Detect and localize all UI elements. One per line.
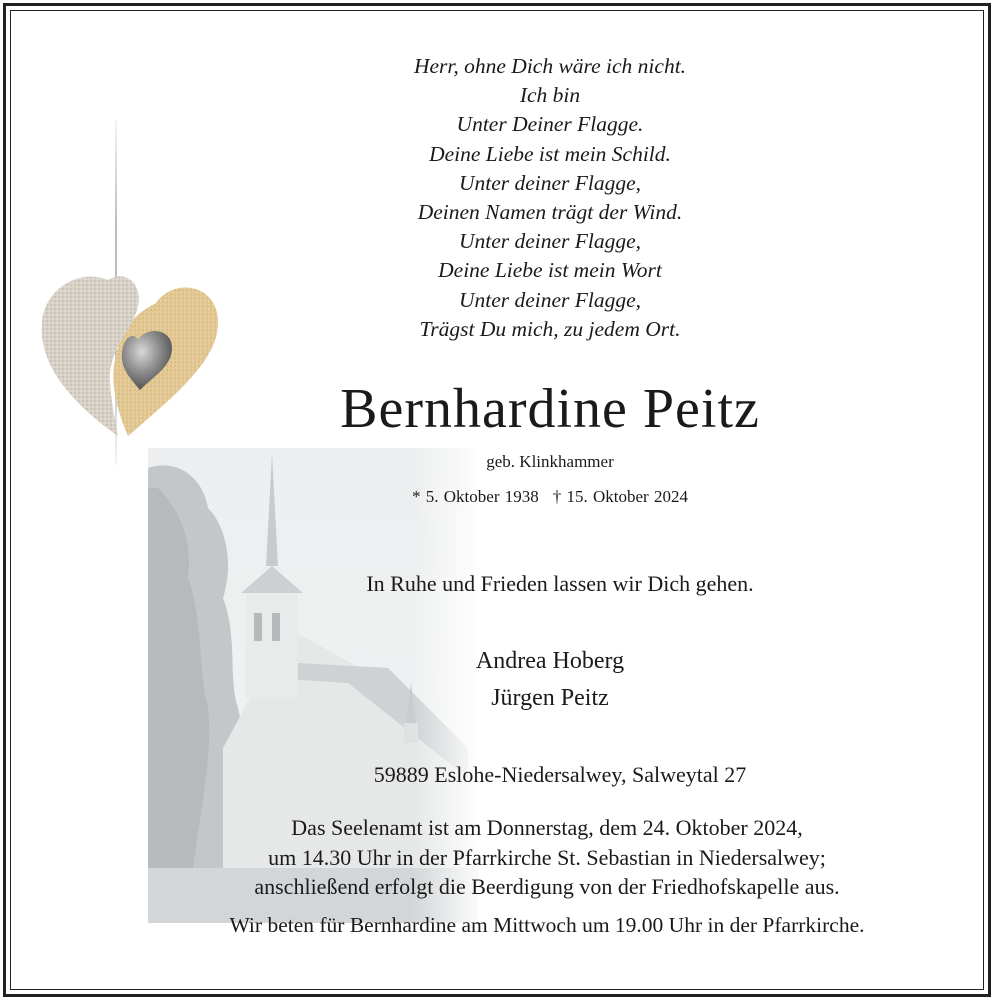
deceased-name: Bernhardine Peitz <box>340 378 760 440</box>
poem <box>320 52 780 344</box>
poem-line: Deine Liebe ist mein Schild. <box>429 141 671 166</box>
poem-line: Unter deiner Flagge, <box>458 229 642 254</box>
death-date: † 15. Oktober 2024 <box>552 487 688 506</box>
life-dates <box>300 487 800 507</box>
poem-line: Herr, ohne Dich wäre ich nicht. <box>413 54 687 78</box>
prayer-info: Wir beten für Bernhardine am Mittwoch um 19.00 Uhr in der Pfarrkirche. <box>229 913 865 937</box>
service-line: anschließend erfolgt die Beerdigung von der Friedhofskapelle aus. <box>254 874 840 899</box>
poem-line: Unter deiner Flagge, <box>458 287 642 312</box>
birth-date: * 5. Oktober 1938 <box>412 487 539 506</box>
birth-name: geb. Klinkhammer <box>486 452 614 471</box>
mourner-name: Andrea Hoberg <box>475 648 625 674</box>
poem-line: Deine Liebe ist mein Wort <box>438 258 662 283</box>
poem-line: Deinen Namen trägt der Wind. <box>417 200 683 225</box>
poem-line: Trägst Du mich, zu jedem Ort. <box>419 316 681 341</box>
poem-line: Unter deiner Flagge, <box>458 170 642 195</box>
mourners-list <box>320 643 780 717</box>
farewell-text: In Ruhe und Frieden lassen wir Dich gehen. <box>366 571 754 596</box>
poem-line: Unter Deiner Flagge. <box>456 112 644 137</box>
hearts-illustration <box>38 268 228 443</box>
service-line: Das Seelenamt ist am Donnerstag, dem 24. Oktober 2024, <box>291 815 803 840</box>
mourner-name: Jürgen Peitz <box>491 685 609 711</box>
address: 59889 Eslohe-Niedersalwey, Salweytal 27 <box>373 762 747 787</box>
service-line: um 14.30 Uhr in der Pfarrkirche St. Sebastian in Niedersalwey; <box>268 844 826 870</box>
poem-line: Ich bin <box>519 83 581 108</box>
service-info <box>150 813 944 902</box>
